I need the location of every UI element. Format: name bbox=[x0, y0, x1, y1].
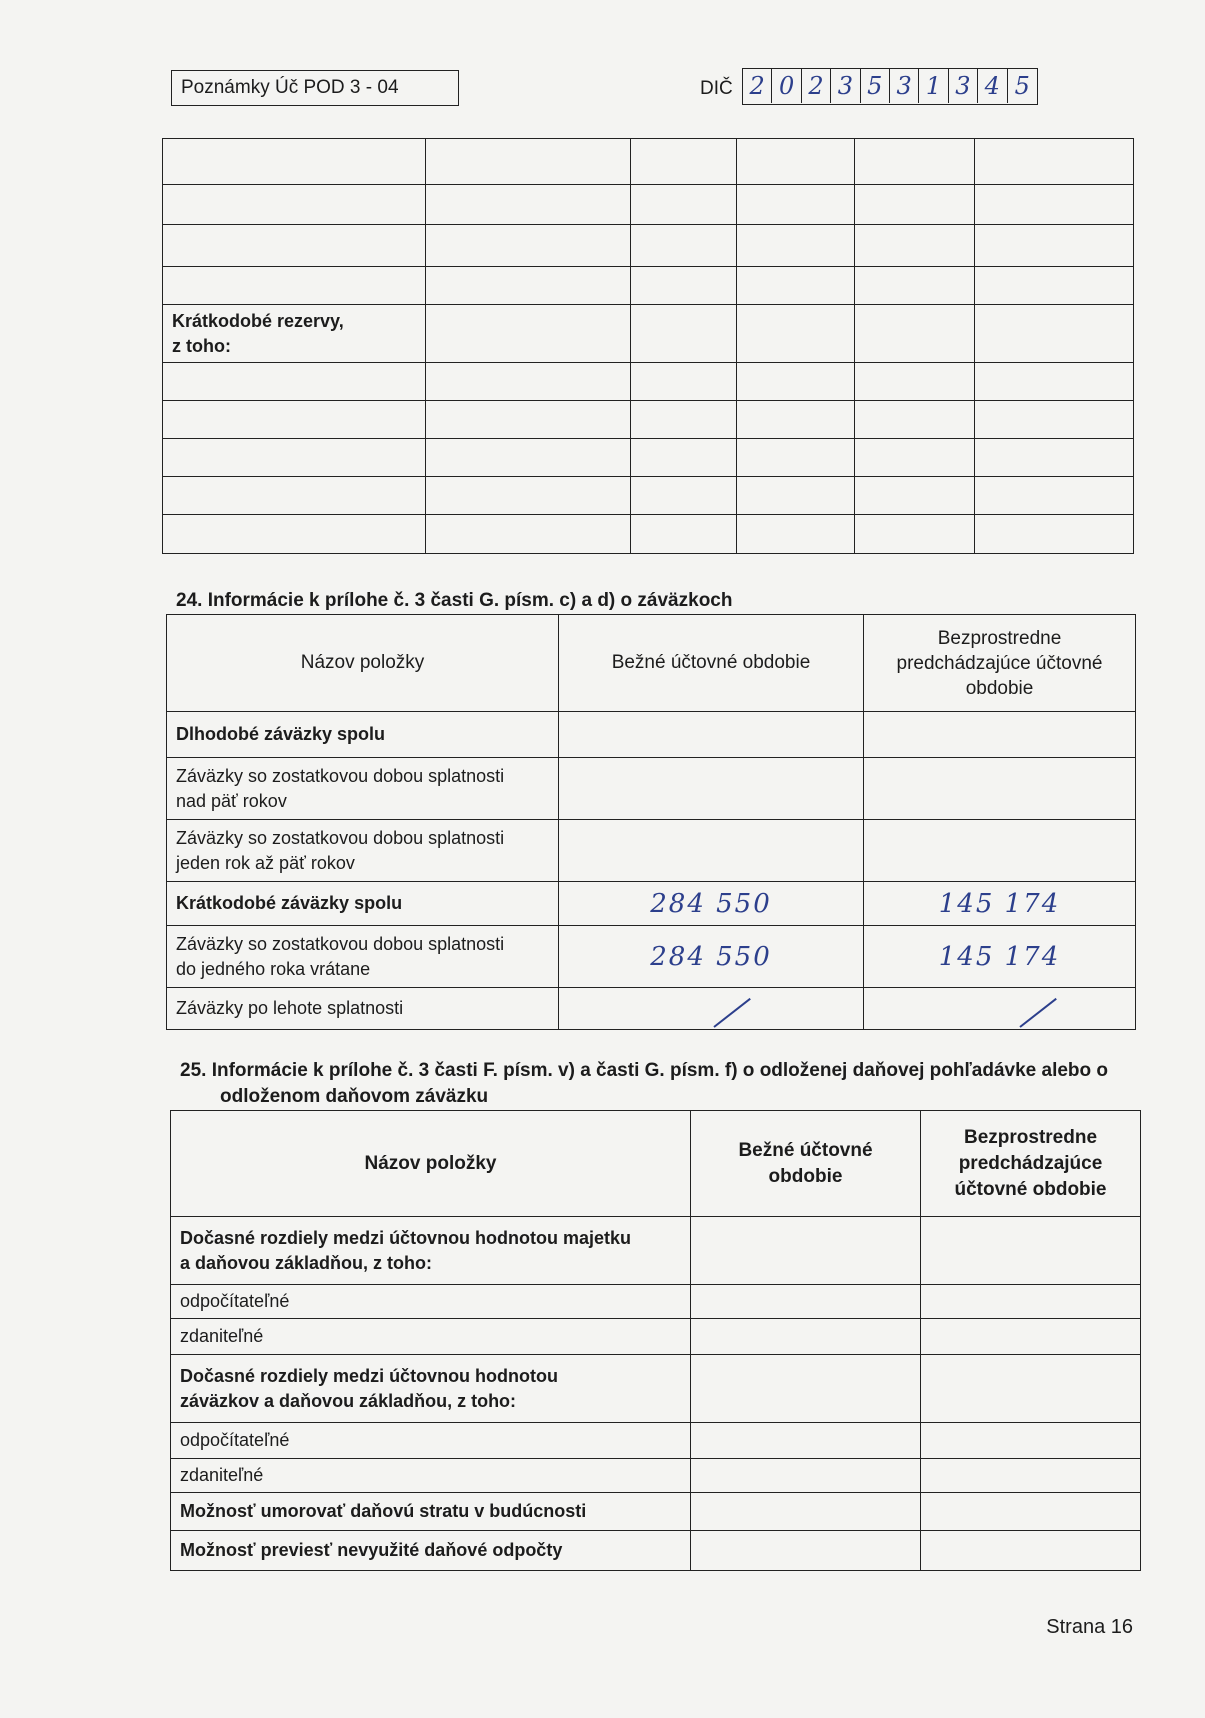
row-label: Záväzky so zostatkovou dobou splatnosti do jedného roka vrátane bbox=[167, 926, 559, 988]
dic-digit: 2 bbox=[802, 69, 831, 103]
dic-digit: 4 bbox=[978, 69, 1007, 103]
dan-table bbox=[170, 1110, 1141, 1571]
current-value-empty[interactable] bbox=[691, 1217, 921, 1285]
dic-field[interactable] bbox=[742, 68, 1038, 105]
current-value-empty[interactable] bbox=[691, 1531, 921, 1571]
current-value[interactable]: 284 550 bbox=[559, 926, 864, 988]
row-label: Možnosť umorovať daňovú stratu v budúcnosti bbox=[171, 1493, 691, 1531]
prev-value-empty[interactable] bbox=[921, 1285, 1141, 1319]
dic-digit: 0 bbox=[772, 69, 801, 103]
current-value[interactable] bbox=[559, 712, 864, 758]
current-value-empty[interactable] bbox=[691, 1355, 921, 1423]
section-24-title: 24. Informácie k prílohe č. 3 časti G. písm. c) a d) o záväzkoch bbox=[176, 590, 733, 611]
dic-label: DIČ bbox=[700, 78, 733, 99]
prev-value[interactable] bbox=[864, 820, 1136, 882]
row-label: odpočítateľné bbox=[171, 1285, 691, 1319]
row-label: zdaniteľné bbox=[171, 1459, 691, 1493]
prev-value[interactable] bbox=[864, 712, 1136, 758]
col-header-prev: Bezprostredne predchádzajúce účtovné obdobie bbox=[921, 1111, 1141, 1217]
form-label: Poznámky Úč POD 3 - 04 bbox=[181, 77, 399, 98]
row-label: Záväzky so zostatkovou dobou splatnosti nad päť rokov bbox=[167, 758, 559, 820]
current-value-empty[interactable] bbox=[691, 1285, 921, 1319]
row-label: Krátkodobé záväzky spolu bbox=[167, 882, 559, 926]
section-25-title: 25. Informácie k prílohe č. 3 časti F. písm. v) a časti G. písm. f) o odloženej daňovej pohľadávke alebo o odloženom daňovom záväzku bbox=[180, 1060, 1109, 1107]
zavazky-table bbox=[166, 614, 1136, 1030]
page-number: Strana 16 bbox=[1046, 1616, 1133, 1638]
dic-digit: 5 bbox=[1014, 72, 1030, 100]
prev-value-empty[interactable] bbox=[864, 988, 1136, 1030]
col-header-current: Bežné účtovné obdobie bbox=[559, 615, 864, 712]
prev-value[interactable]: 145 174 bbox=[864, 882, 1136, 926]
prev-value-empty[interactable] bbox=[921, 1319, 1141, 1355]
short-term-reserves-label: Krátkodobé rezervy, z toho: bbox=[163, 305, 426, 363]
current-value[interactable] bbox=[559, 820, 864, 882]
row-label: Možnosť previesť nevyužité daňové odpočty bbox=[171, 1531, 691, 1571]
row-label: Dočasné rozdiely medzi účtovnou hodnotou záväzkov a daňovou základňou, z toho: bbox=[171, 1355, 691, 1423]
current-value-empty[interactable] bbox=[691, 1493, 921, 1531]
col-header-prev: Bezprostredne predchádzajúce účtovné obdobie bbox=[864, 615, 1136, 712]
row-label: zdaniteľné bbox=[171, 1319, 691, 1355]
dic-digit: 5 bbox=[861, 69, 890, 103]
row-label: Záväzky po lehote splatnosti bbox=[167, 988, 559, 1030]
dic-digit: 2 bbox=[743, 69, 772, 103]
dic-digit: 3 bbox=[949, 69, 978, 103]
row-label: Dlhodobé záväzky spolu bbox=[167, 712, 559, 758]
current-value-empty[interactable] bbox=[559, 988, 864, 1030]
prev-value-empty[interactable] bbox=[921, 1355, 1141, 1423]
col-header-name: Názov položky bbox=[171, 1111, 691, 1217]
prev-value[interactable] bbox=[864, 758, 1136, 820]
current-value[interactable] bbox=[559, 758, 864, 820]
dic-digit: 1 bbox=[919, 69, 948, 103]
dic-digit: 3 bbox=[831, 69, 860, 103]
current-value-empty[interactable] bbox=[691, 1459, 921, 1493]
row-label: odpočítateľné bbox=[171, 1423, 691, 1459]
prev-value-empty[interactable] bbox=[921, 1217, 1141, 1285]
current-value[interactable]: 284 550 bbox=[559, 882, 864, 926]
current-value-empty[interactable] bbox=[691, 1319, 921, 1355]
dic-digit: 3 bbox=[890, 69, 919, 103]
form-label-box bbox=[171, 70, 459, 106]
col-header-name: Názov položky bbox=[167, 615, 559, 712]
prev-value-empty[interactable] bbox=[921, 1493, 1141, 1531]
row-label: Dočasné rozdiely medzi účtovnou hodnotou majetku a daňovou základňou, z toho: bbox=[171, 1217, 691, 1285]
rezervy-table bbox=[162, 138, 1134, 554]
prev-value[interactable]: 145 174 bbox=[864, 926, 1136, 988]
prev-value-empty[interactable] bbox=[921, 1423, 1141, 1459]
prev-value-empty[interactable] bbox=[921, 1531, 1141, 1571]
col-header-current: Bežné účtovné obdobie bbox=[691, 1111, 921, 1217]
prev-value-empty[interactable] bbox=[921, 1459, 1141, 1493]
row-label: Záväzky so zostatkovou dobou splatnosti jeden rok až päť rokov bbox=[167, 820, 559, 882]
current-value-empty[interactable] bbox=[691, 1423, 921, 1459]
